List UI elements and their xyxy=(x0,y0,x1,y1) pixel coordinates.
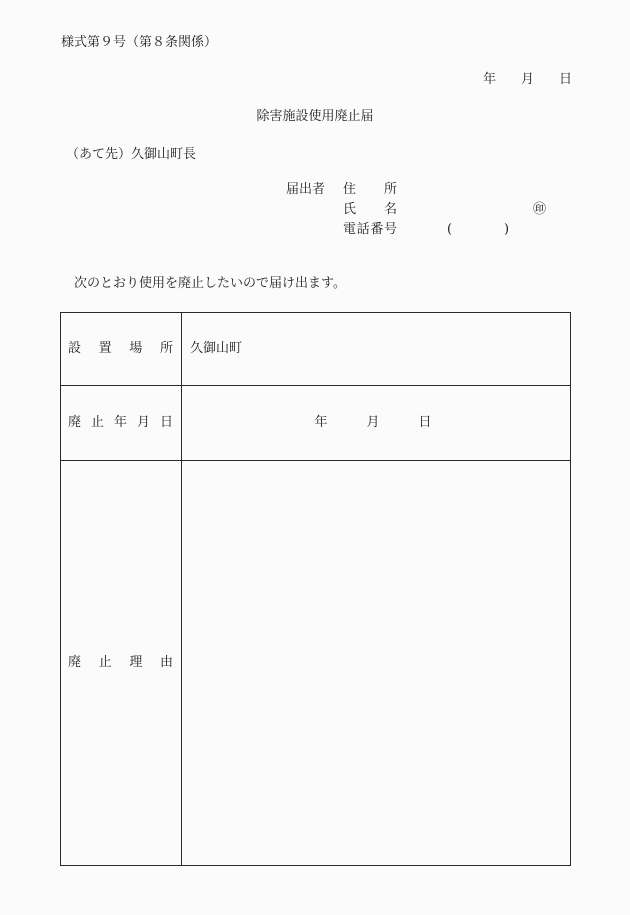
label-character: 号 xyxy=(383,222,397,237)
label-character: 止 xyxy=(90,415,104,430)
applicant-phone-label xyxy=(343,222,397,238)
location-value-cell xyxy=(182,313,570,385)
abolition-date-value-cell xyxy=(182,386,570,460)
label-character: 日 xyxy=(159,415,173,430)
phone-open-paren: ( xyxy=(447,222,453,237)
location-label-cell xyxy=(61,313,182,385)
abolition-date-day: 日 xyxy=(418,415,432,430)
abolition-date-year: 年 xyxy=(314,415,328,430)
label-character: 設 xyxy=(68,341,82,356)
label-character: 所 xyxy=(383,182,397,197)
applicant-address-label xyxy=(343,182,397,198)
label-character: 氏 xyxy=(343,202,357,217)
label-character: 由 xyxy=(159,655,173,670)
label-character: 所 xyxy=(159,341,173,356)
label-character: 住 xyxy=(343,182,357,197)
form-number: 様式第９号（第８条関係） xyxy=(61,35,218,50)
label-character: 年 xyxy=(113,415,127,430)
label-character: 廃 xyxy=(68,415,82,430)
reason-value-cell xyxy=(182,461,570,865)
submission-date-day: 日 xyxy=(559,72,573,87)
addressee: （あて先）久御山町長 xyxy=(66,147,197,162)
reason-label xyxy=(68,655,173,671)
table-row-location xyxy=(61,313,570,386)
submission-date-month: 月 xyxy=(521,72,535,87)
table-row-reason xyxy=(61,461,570,865)
table-row-abolition-date xyxy=(61,386,570,461)
label-character: 話 xyxy=(356,222,370,237)
location-value: 久御山町 xyxy=(190,341,243,356)
label-character: 場 xyxy=(129,341,143,356)
label-character: 廃 xyxy=(68,655,82,670)
label-character: 名 xyxy=(383,202,397,217)
reason-label-cell xyxy=(61,461,182,865)
location-label xyxy=(68,341,173,357)
seal-mark: ㊞ xyxy=(533,202,547,217)
label-character: 理 xyxy=(129,655,143,670)
applicant-label: 届出者 xyxy=(286,182,326,197)
abolition-date-label xyxy=(68,415,173,431)
document-title: 除害施設使用廃止届 xyxy=(256,109,374,124)
abolition-date-month: 月 xyxy=(366,415,380,430)
applicant-name-label xyxy=(343,202,397,218)
label-character: 電 xyxy=(343,222,357,237)
form-table xyxy=(60,312,571,866)
label-character: 月 xyxy=(136,415,150,430)
label-character: 止 xyxy=(98,655,112,670)
label-character: 置 xyxy=(98,341,112,356)
submission-date-year: 年 xyxy=(483,72,497,87)
statement-text: 次のとおり使用を廃止したいので届け出ます。 xyxy=(74,276,346,291)
phone-close-paren: ) xyxy=(504,222,510,237)
label-character: 番 xyxy=(370,222,384,237)
abolition-date-label-cell xyxy=(61,386,182,460)
